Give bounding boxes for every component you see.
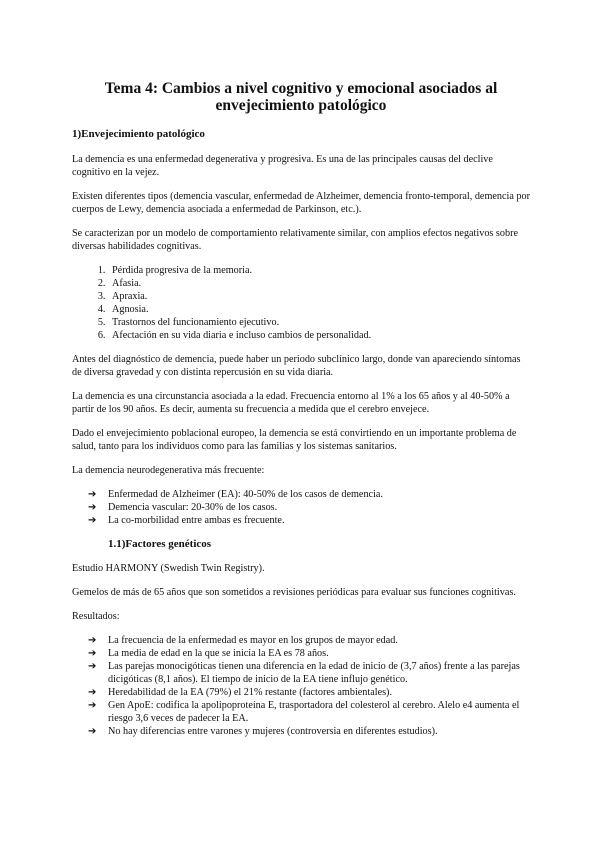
list-item: ➔ La frecuencia de la enfermedad es mayor en los grupos de mayor edad.: [88, 635, 398, 646]
list-item: ➔ La co-morbilidad entre ambas es frecuente.: [88, 515, 285, 526]
symptoms-list: [72, 264, 530, 342]
arrow-bullet-icon: ➔: [88, 502, 97, 513]
list-item: 1. Pérdida progresiva de la memoria.: [108, 264, 530, 277]
paragraph: La demencia es una circunstancia asociada a la edad. Frecuencia entorno al 1% a los 65 años y al 40-50% a partir de los 90 años. Es decir, aumenta su frecuencia a medida que el cerebro envejece.: [72, 391, 510, 415]
list-item: 2. Afasia.: [108, 277, 530, 290]
paragraph: Gemelos de más de 65 años que son sometidos a revisiones periódicas para evaluar sus funciones cognitivas.: [72, 587, 516, 598]
results-list: [72, 634, 530, 738]
paragraph: Estudio HARMONY (Swedish Twin Registry).: [72, 563, 265, 574]
list-item: ➔ La media de edad en la que se inicia la EA es 78 años.: [88, 648, 329, 659]
paragraph: La demencia es una enfermedad degenerativa y progresiva. Es una de las principales causas del declive cognitivo en la vejez.: [72, 154, 493, 178]
list-item: 6. Afectación en su vida diaria e incluso cambios de personalidad.: [108, 329, 530, 342]
section-heading-envejecimiento: 1)Envejecimiento patológico: [72, 128, 205, 140]
arrow-bullet-icon: ➔: [88, 661, 97, 672]
page-title: Tema 4: Cambios a nivel cognitivo y emocional asociados al envejecimiento patológico: [104, 80, 498, 114]
arrow-bullet-icon: ➔: [88, 687, 97, 698]
list-item: ➔ Las parejas monocigóticas tienen una diferencia en la edad de inicio de (3,7 años) frente a las parejas dicigóticas (8,1 años). El tiempo de inicio de la EA tiene influjo genético.: [88, 661, 520, 685]
arrow-bullet-icon: ➔: [88, 726, 97, 737]
arrow-bullet-icon: ➔: [88, 489, 97, 500]
list-item: 5. Trastornos del funcionamiento ejecutivo.: [108, 316, 530, 329]
paragraph: Se caracterizan por un modelo de comportamiento relativamente similar, con amplios efectos negativos sobre diversas habilidades cognitivas.: [72, 228, 518, 252]
paragraph: Antes del diagnóstico de demencia, puede haber un periodo subclínico largo, donde van apareciendo síntomas de diversa gravedad y con distinta repercusión en su vida diaria.: [72, 354, 521, 378]
list-item: 4. Agnosia.: [108, 303, 530, 316]
dementia-types-list: [72, 488, 530, 527]
arrow-bullet-icon: ➔: [88, 515, 97, 526]
list-item: ➔ Demencia vascular: 20-30% de los casos.: [88, 502, 278, 513]
list-item: ➔ Enfermedad de Alzheimer (EA): 40-50% de los casos de demencia.: [88, 489, 383, 500]
paragraph: Existen diferentes tipos (demencia vascular, enfermedad de Alzheimer, demencia fronto-temporal, demencia por cuerpos de Lewy, demencia asociada a enfermedad de Parkinson, etc.).: [72, 191, 530, 215]
list-item: ➔ Gen ApoE: codifica la apolipoproteína E, trasportadora del colesterol al cerebro. Alelo e4 aumenta el riesgo 3,6 veces de padecer la EA.: [88, 700, 520, 724]
list-item: 3. Apraxia.: [108, 290, 530, 303]
paragraph: Resultados:: [72, 611, 120, 622]
section-heading-factores-geneticos: 1.1)Factores genéticos: [108, 538, 212, 550]
paragraph: Dado el envejecimiento poblacional europeo, la demencia se está convirtiendo en un importante problema de salud, tanto para los individuos como para las familias y los sistemas sanitarios.: [72, 428, 517, 452]
paragraph: La demencia neurodegenerativa más frecuente:: [72, 465, 265, 476]
list-item: ➔ Heredabilidad de la EA (79%) el 21% restante (factores ambientales).: [88, 687, 392, 698]
arrow-bullet-icon: ➔: [88, 648, 97, 659]
arrow-bullet-icon: ➔: [88, 700, 97, 711]
arrow-bullet-icon: ➔: [88, 635, 97, 646]
list-item: ➔ No hay diferencias entre varones y mujeres (controversia en diferentes estudios).: [88, 726, 438, 737]
